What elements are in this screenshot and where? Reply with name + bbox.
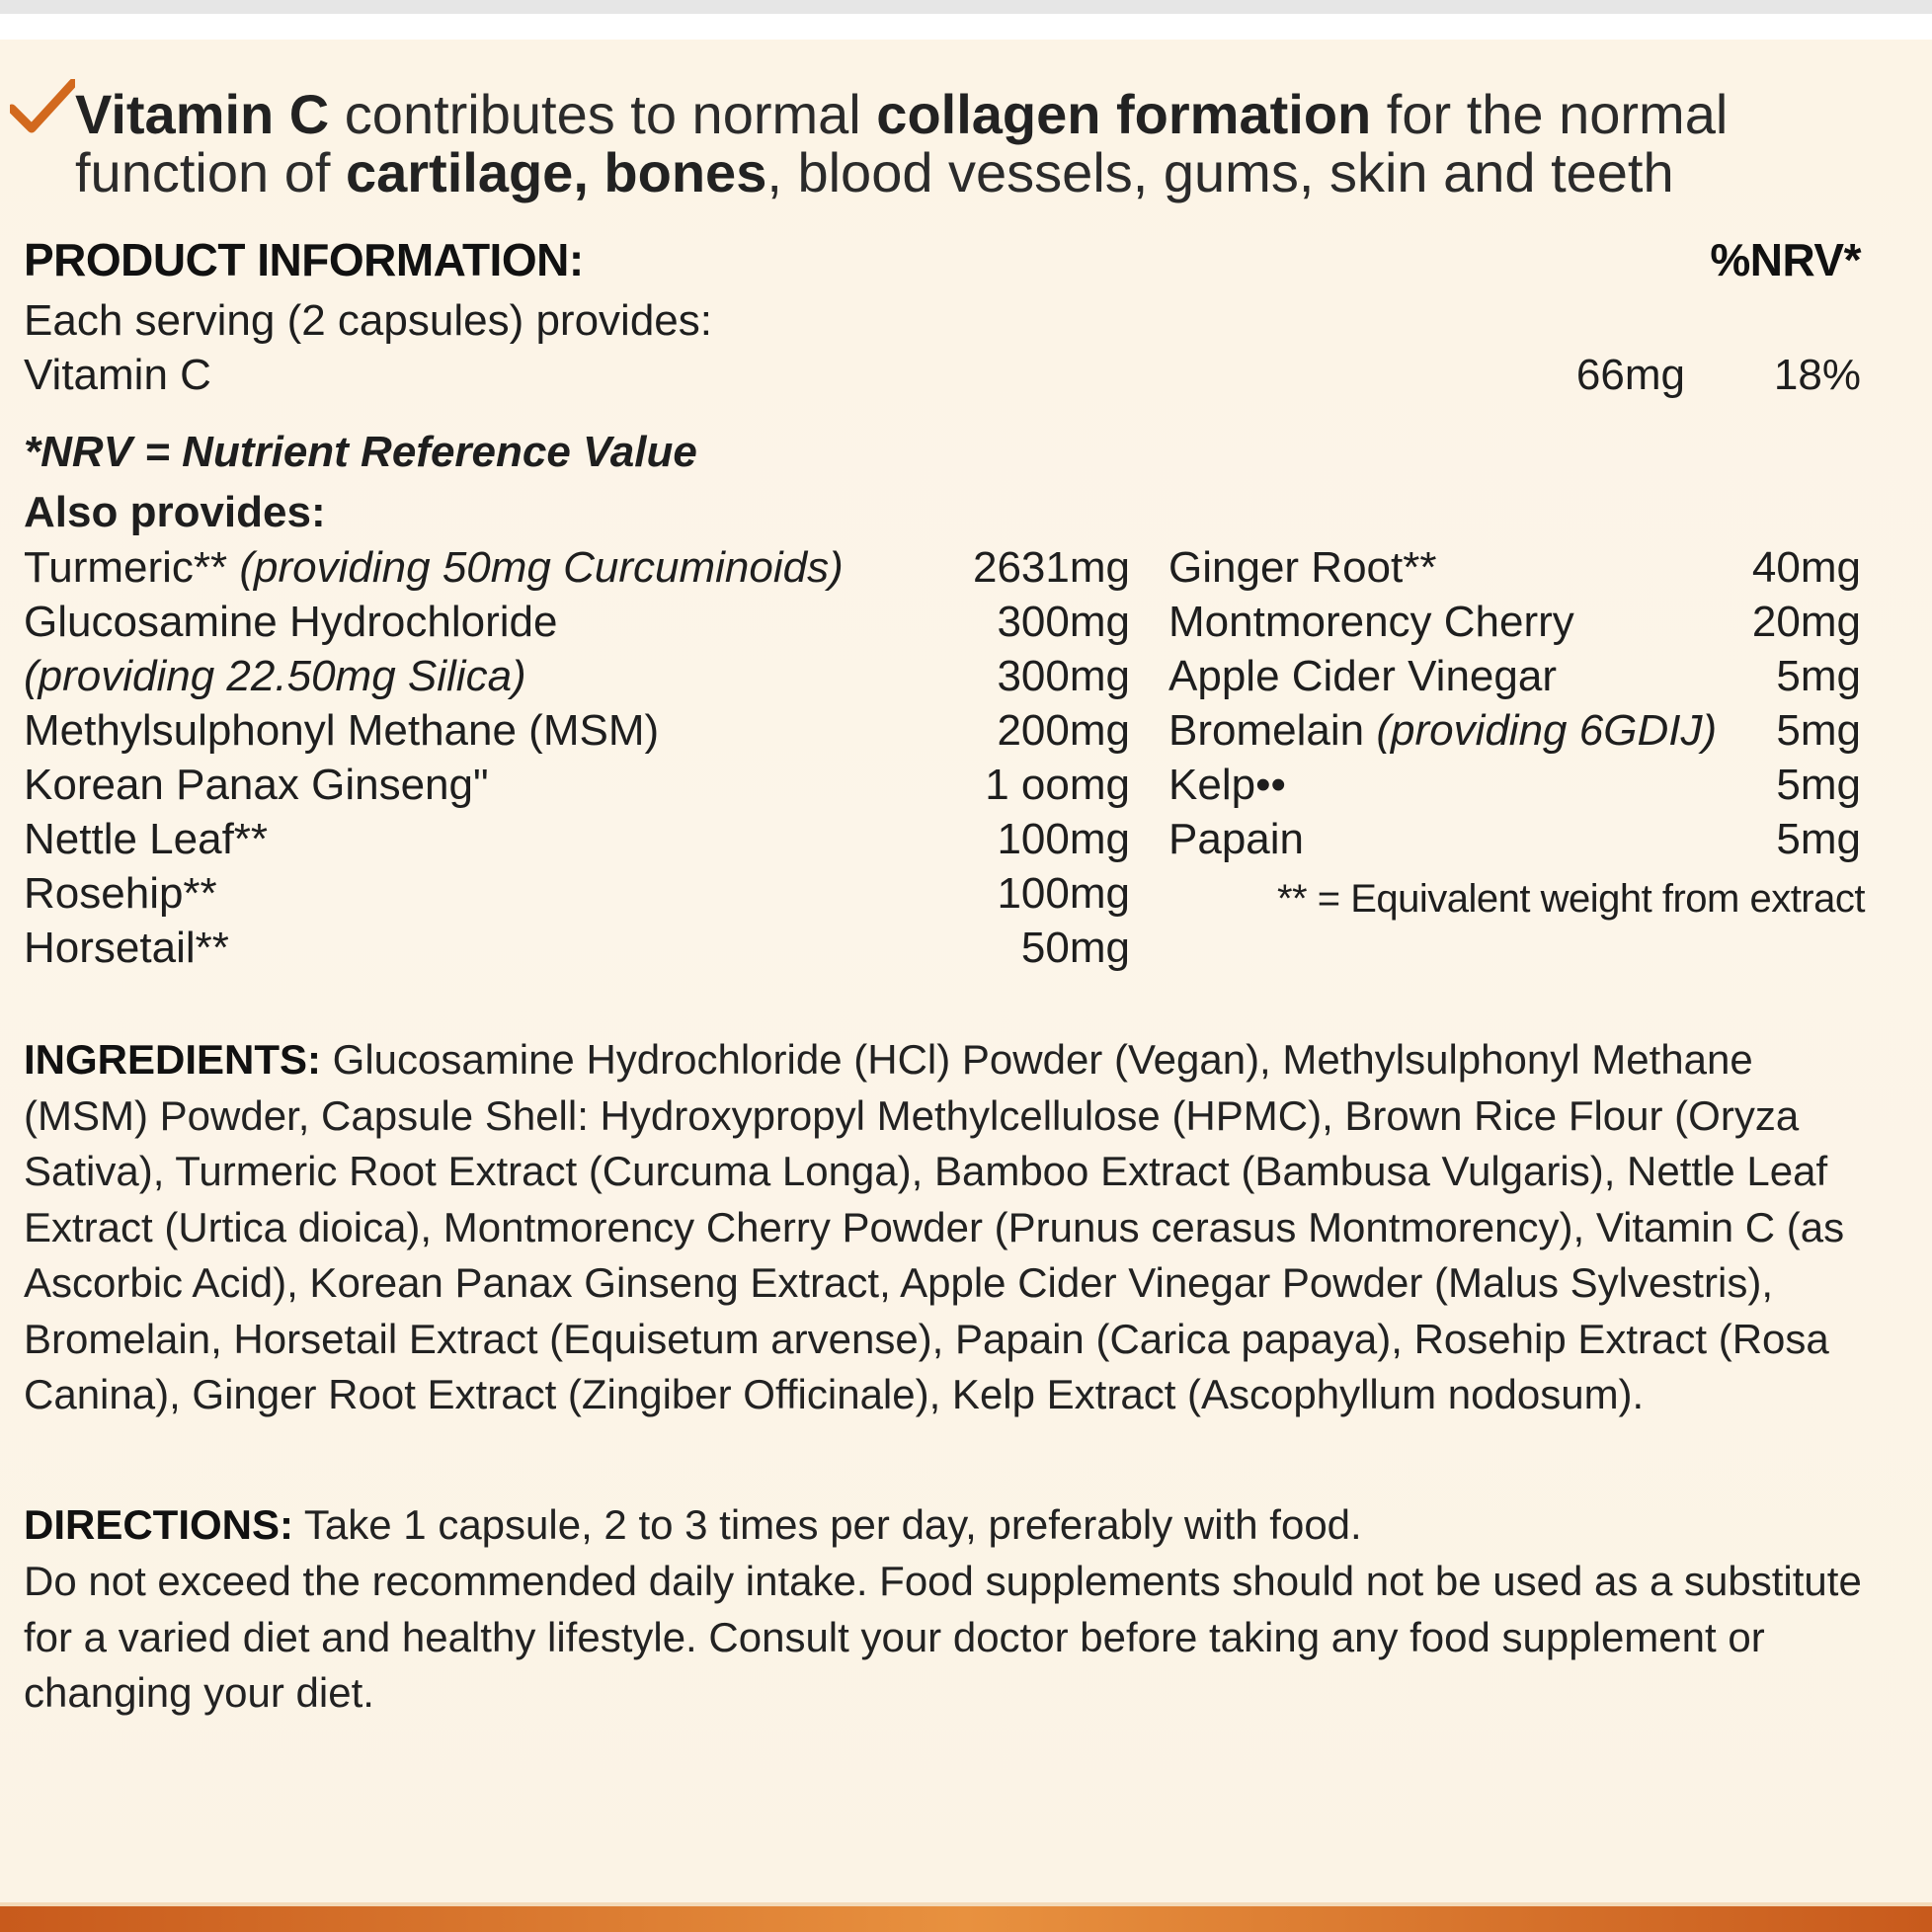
claim-bold-vitamin: Vitamin C — [75, 83, 330, 145]
list-item — [24, 543, 844, 593]
ingredients-label: INGREDIENTS: — [24, 1036, 322, 1083]
item-amount: 5mg — [1776, 815, 1861, 863]
item-name: Glucosamine Hydrochloride — [24, 598, 558, 646]
ingredients-paragraph — [24, 1032, 1881, 1423]
item-amount: 20mg — [1751, 598, 1861, 646]
list-item — [24, 598, 557, 647]
item-name: Turmeric** — [24, 543, 228, 592]
product-info-heading: PRODUCT INFORMATION: — [24, 234, 584, 285]
list-item — [1168, 652, 1557, 701]
directions-text: Take 1 capsule, 2 to 3 times per day, preferably with food. — [293, 1501, 1362, 1548]
item-name: Bromelain — [1168, 706, 1365, 755]
list-item — [24, 869, 217, 919]
item-amount: 1 oomg — [985, 761, 1130, 809]
claim-text: , blood vessels, gums, skin and teeth — [766, 141, 1674, 203]
checkmark-icon — [10, 79, 75, 138]
list-item — [1168, 598, 1574, 647]
list-item — [24, 652, 526, 701]
list-item — [1168, 543, 1436, 593]
bottom-orange-bar — [0, 1902, 1932, 1932]
claim-text: contributes to normal — [329, 83, 877, 145]
list-item — [1168, 706, 1717, 756]
directions-paragraph — [24, 1497, 1881, 1554]
item-amount: 2631mg — [972, 543, 1130, 592]
item-amount: 50mg — [1020, 924, 1130, 972]
item-note: (providing 22.50mg Silica) — [24, 652, 526, 700]
claim-bold-collagen: collagen formation — [876, 83, 1372, 145]
claim-text: function of — [75, 141, 346, 203]
list-item — [1168, 761, 1286, 810]
item-name: Apple Cider Vinegar — [1168, 652, 1557, 700]
item-amount: 40mg — [1751, 543, 1861, 592]
item-name: Rosehip** — [24, 869, 217, 918]
nrv-definition: *NRV = Nutrient Reference Value — [24, 428, 697, 476]
item-amount: 5mg — [1776, 652, 1861, 700]
item-amount: 100mg — [997, 815, 1130, 863]
nrv-column-header: %NRV* — [1710, 234, 1861, 285]
list-item — [1168, 815, 1304, 864]
list-item — [24, 761, 489, 810]
item-note: (providing 6GDIJ) — [1364, 706, 1718, 755]
also-provides-heading: Also provides: — [24, 488, 326, 536]
claim-line-1 — [75, 85, 1728, 144]
vitamin-c-name: Vitamin C — [24, 351, 211, 399]
list-item — [24, 706, 659, 756]
item-amount: 300mg — [997, 652, 1130, 700]
list-item — [24, 924, 229, 973]
item-amount: 300mg — [997, 598, 1130, 646]
claim-text: for the normal — [1371, 83, 1729, 145]
item-amount: 5mg — [1776, 761, 1861, 809]
top-white-strip — [0, 14, 1932, 40]
serving-text: Each serving (2 capsules) provides: — [24, 296, 712, 345]
item-name: Methylsulphonyl Methane (MSM) — [24, 706, 660, 755]
item-name: Ginger Root** — [1168, 543, 1437, 592]
item-name: Montmorency Cherry — [1168, 598, 1574, 646]
directions-label: DIRECTIONS: — [24, 1501, 293, 1548]
claim-line-2 — [75, 143, 1674, 202]
item-name: Nettle Leaf** — [24, 815, 269, 863]
list-item — [24, 815, 268, 864]
item-amount: 200mg — [997, 706, 1130, 755]
claim-bold-cartilage: cartilage, bones — [345, 141, 767, 203]
item-name: Korean Panax Ginseng" — [24, 761, 489, 809]
top-gray-bar — [0, 0, 1932, 14]
item-name: Horsetail** — [24, 924, 229, 972]
vitamin-c-amount: 66mg — [1575, 351, 1685, 399]
item-name: Kelp•• — [1168, 761, 1286, 809]
item-amount: 100mg — [997, 869, 1130, 918]
warning-paragraph: Do not exceed the recommended daily intake. Food supplements should not be used as a substitute for a varied diet and healthy lifestyle. Consult your doctor before taking any food supplement or changing your diet. — [24, 1558, 1862, 1716]
ingredients-text: Glucosamine Hydrochloride (HCl) Powder (Vegan), Methylsulphonyl Methane (MSM) Powder, Capsule Shell: Hydroxypropyl Methylcellulose (HPMC), Brown Rice Flour (Oryza Sativa), Turmeric Root Extract (Curcuma Longa), Bamboo Extract (Bambusa Vulgaris), Nettle Leaf Extract (Urtica dioica), Montmorency Cherry Powder (Prunus cerasus Montmorency), Vitamin C (as Ascorbic Acid), Korean Panax Ginseng Extract, Apple Cider Vinegar Powder (Malus Sylvestris), Bromelain, Horsetail Extract (Equisetum arvense), Papain (Carica papaya), Rosehip Extract (Rosa Canina), Ginger Root Extract (Zingiber Officinale), Kelp Extract (Ascophyllum nodosum). — [24, 1036, 1845, 1417]
extract-footnote: ** = Equivalent weight from extract — [1276, 877, 1865, 921]
item-note: (providing 50mg Curcuminoids) — [227, 543, 844, 592]
vitamin-c-nrv: 18% — [1773, 351, 1861, 399]
item-amount: 5mg — [1776, 706, 1861, 755]
item-name: Papain — [1168, 815, 1305, 863]
